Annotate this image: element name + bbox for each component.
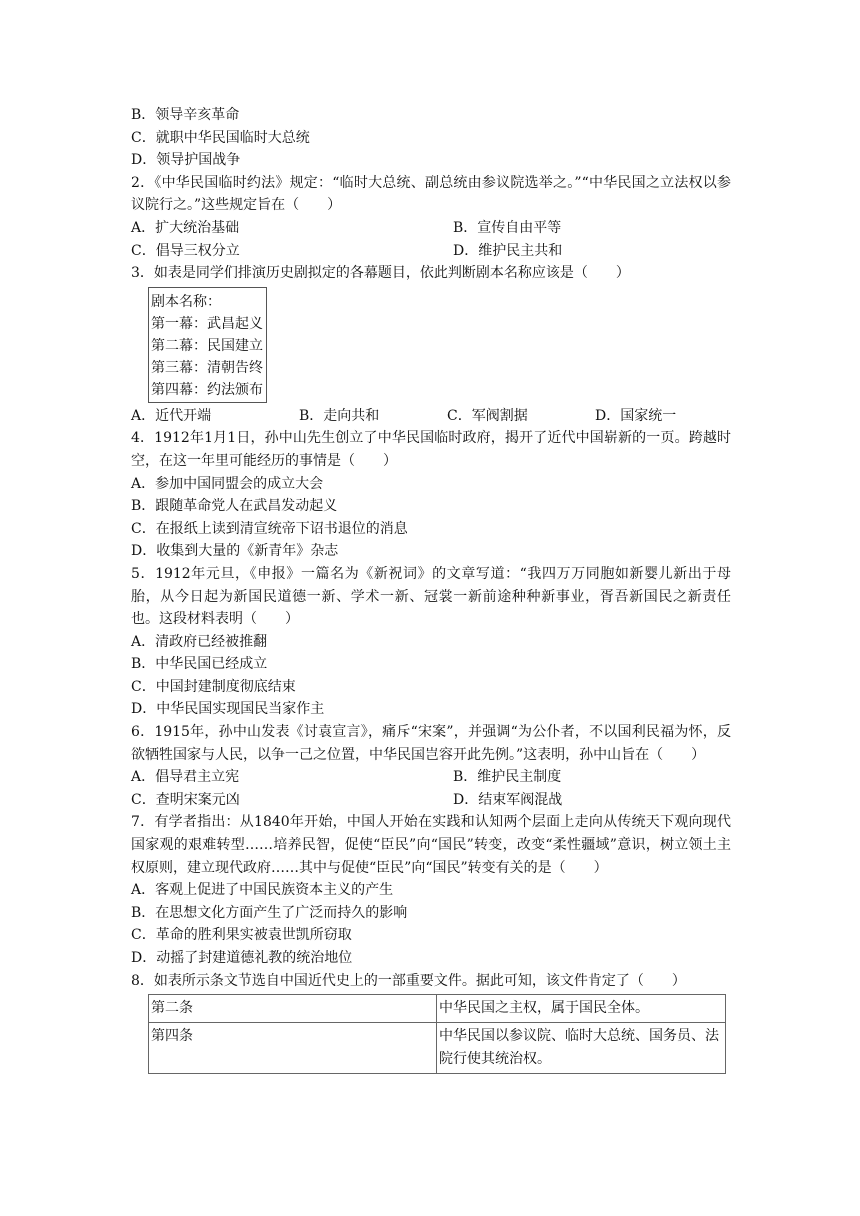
q2-option-b: B．宣传自由平等	[453, 219, 562, 236]
script-box-line: 第一幕：武昌起义	[151, 315, 263, 332]
q3-option-a: A．近代开端	[131, 407, 212, 424]
q3-options-row	[131, 405, 731, 428]
q7-option-b: B．在思想文化方面产生了广泛而持久的影响	[131, 904, 408, 921]
q7-option-a: A．客观上促进了中国民族资本主义的产生	[131, 882, 394, 899]
script-title-box	[148, 287, 267, 403]
article-number: 第二条	[149, 995, 437, 1023]
q2-options-row-2	[131, 240, 731, 263]
script-box-line: 第二幕：民国建立	[151, 337, 263, 354]
table-row	[149, 1023, 726, 1074]
q6-option-b: B．维护民主制度	[453, 769, 562, 786]
q2-stem: 2．《中华民国临时约法》规定：“临时大总统、副总统由参议院选举之。”“中华民国之立法权以参议院行之。”这些规定旨在（ ）	[131, 174, 731, 214]
q2-option-a: A．扩大统治基础	[131, 219, 240, 236]
q7-option-d: D．动摇了封建道德礼教的统治地位	[131, 950, 353, 966]
q4-option-b: B．跟随革命党人在武昌发动起义	[131, 498, 338, 515]
q6-option-a: A．倡导君主立宪	[131, 769, 240, 786]
q6-options-row-2	[131, 789, 731, 812]
article-text: 中华民国之主权，属于国民全体。	[437, 995, 726, 1023]
q1-option-d: D．领导护国战争	[131, 152, 241, 169]
q1-option-c: C．就职中华民国临时大总统	[131, 129, 310, 146]
q2-options-row-1	[131, 217, 731, 240]
q5-option-d: D．中华民国实现国民当家作主	[131, 701, 325, 718]
q1-option-b: B．领导辛亥革命	[131, 107, 240, 123]
q5-option-a: A．清政府已经被推翻	[131, 633, 268, 650]
q8-stem: 8．如表所示条文节选自中国近代史上的一部重要文件。据此可知，该文件肯定了（ ）	[131, 972, 686, 989]
q4-stem: 4．1912年1月1日，孙中山先生创立了中华民国临时政府，揭开了近代中国崭新的一页。跨越时空，在这一年里可能经历的事情是（ ）	[131, 430, 731, 469]
table-row	[149, 995, 726, 1023]
q5-option-b: B．中华民国已经成立	[131, 656, 268, 673]
script-box-line: 第三幕：清朝告终	[151, 359, 263, 376]
q5-stem: 5．1912年元旦，《申报》一篇名为《新祝词》的文章写道：“我四万万同胞如新婴儿新出于母胎，从今日起为新国民道德一新、学术一新、冠裳一新前途种种新事业，胥吾新国民之新责任也。这段材料表明（ ）	[131, 565, 731, 628]
q2-option-c: C．倡导三权分立	[131, 242, 240, 259]
q3-stem: 3．如表是同学们排演历史剧拟定的各幕题目，依此判断剧本名称应该是（ ）	[131, 265, 630, 282]
q6-stem: 6．1915年，孙中山发表《讨袁宣言》，痛斥“宋案”，并强调“为公仆者，不以国利民福为怀，反欲牺牲国家与人民，以争一己之位置，中华民国岂容开此先例。”这表明，孙中山旨在（ ）	[131, 724, 731, 763]
q3-option-c: C．军阀割据	[447, 407, 528, 424]
article-number: 第四条	[149, 1023, 437, 1074]
article-text: 中华民国以参议院、临时大总统、国务员、法院行使其统治权。	[437, 1023, 726, 1074]
q4-option-a: A．参加中国同盟会的成立大会	[131, 475, 324, 492]
q6-option-c: C．查明宋案元凶	[131, 791, 240, 808]
q3-option-b: B．走向共和	[299, 407, 380, 424]
q7-option-c: C．革命的胜利果实被袁世凯所窃取	[131, 927, 352, 944]
exam-page	[131, 104, 731, 1074]
constitution-articles-table	[148, 994, 726, 1074]
q6-options-row-1	[131, 766, 731, 789]
q7-stem: 7．有学者指出：从1840年开始，中国人开始在实践和认知两个层面上走向从传统天下观向现代国家观的艰难转型……培养民智，促使“臣民”向“国民”转变，改变“柔性疆域”意识，树立领土主权原则，建立现代政府……其中与促使“臣民”向“国民”转变有关的是（ ）	[131, 814, 731, 876]
q6-option-d: D．结束军阀混战	[453, 791, 563, 808]
script-box-line: 第四幕：约法颁布	[151, 381, 263, 398]
q3-option-d: D．国家统一	[595, 407, 677, 424]
q4-option-d: D．收集到大量的《新青年》杂志	[131, 543, 339, 560]
script-box-line: 剧本名称：	[151, 293, 221, 310]
q4-option-c: C．在报纸上读到清宣统帝下诏书退位的消息	[131, 520, 408, 537]
q5-option-c: C．中国封建制度彻底结束	[131, 678, 296, 695]
q2-option-d: D．维护民主共和	[453, 242, 563, 259]
